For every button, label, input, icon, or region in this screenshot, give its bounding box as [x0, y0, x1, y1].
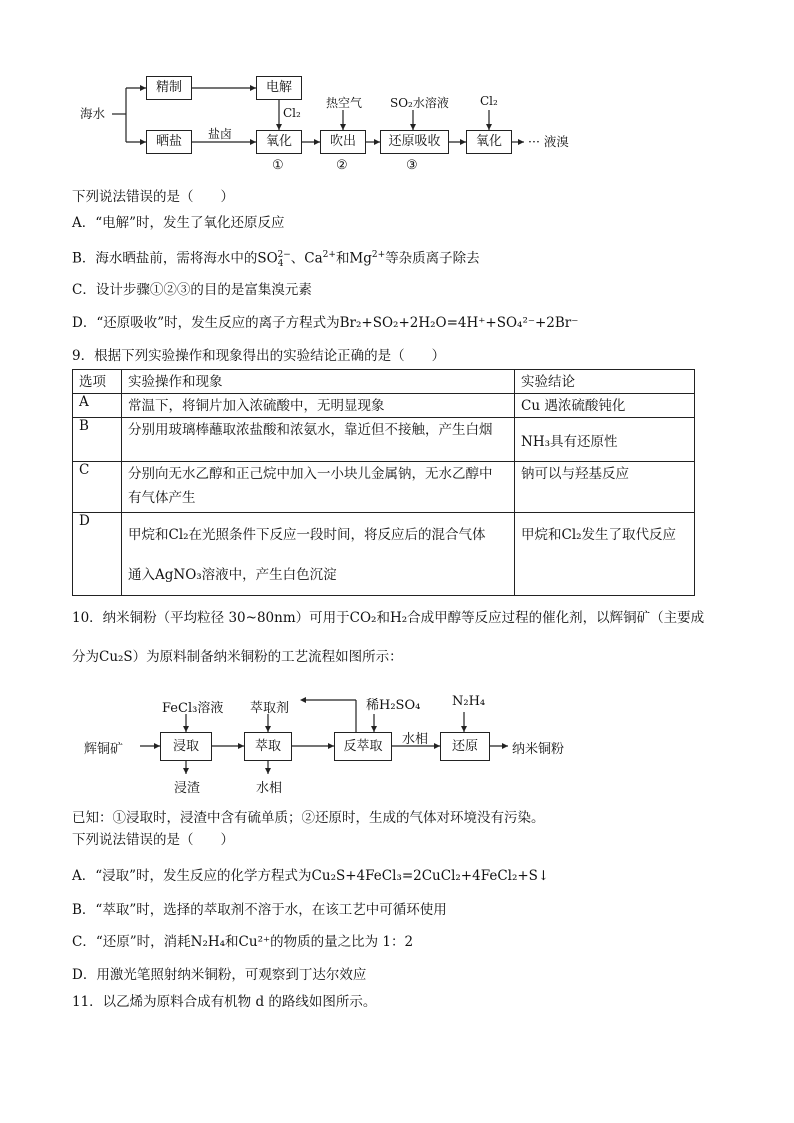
q10-stem-line1: 10．纳米铜粉（平均粒径 30~80nm）可用于CO₂和H₂合成甲醇等反应过程的催化剂，以辉铜矿（主要成 — [72, 610, 705, 626]
row-b-conclusion: NH₃具有还原性 — [515, 418, 695, 462]
row-b-operation: 分别用玻璃棒蘸取浓盐酸和浓氨水，靠近但不接触，产生白烟 — [122, 418, 515, 462]
row-a-conclusion: Cu 遇浓硫酸钝化 — [515, 394, 695, 418]
electrolysis-label: 电解 — [265, 80, 292, 95]
q8-prompt: 下列说法错误的是（ ） — [72, 189, 234, 205]
residue-label: 浸渣 — [174, 781, 201, 796]
cl2-label-a: Cl₂ — [283, 106, 301, 120]
aqueous-phase-label-2: 水相 — [402, 732, 429, 747]
dilute-h2so4-label: 稀H₂SO₄ — [366, 698, 421, 713]
q11-stem: 11．以乙烯为原料合成有机物 d 的路线如图所示。 — [72, 994, 377, 1010]
row-d-conclusion: 甲烷和Cl₂发生了取代反应 — [515, 513, 695, 596]
q8-option-b-sup: 2− — [277, 250, 291, 260]
step-marker-1: ① — [272, 158, 284, 173]
ore-label: 辉铜矿 — [84, 742, 124, 757]
row-b-option: B — [73, 418, 122, 462]
reduce-absorb-label: 还原吸收 — [388, 134, 441, 149]
q8-option-c: C．设计步骤①②③的目的是富集溴元素 — [72, 282, 312, 298]
leach-box — [160, 732, 212, 761]
reduce-box — [440, 732, 490, 761]
row-c-option: C — [73, 462, 122, 513]
q8-option-d: D．“还原吸收”时，发生反应的离子方程式为Br₂+SO₂+2H₂O=4H⁺+SO₄²⁻+2Br⁻ — [72, 315, 579, 331]
q10-known: 已知：①浸取时，浸渣中含有硫单质；②还原时，生成的气体对环境没有污染。 — [72, 810, 545, 826]
q10-option-d: D．用激光笔照射纳米铜粉，可观察到丁达尔效应 — [72, 967, 367, 983]
row-d-operation: 甲烷和Cl₂在光照条件下反应一段时间，将反应后的混合气体 — [128, 527, 486, 543]
q8-option-b-sup3: 2+ — [371, 250, 386, 260]
extractant-label: 萃取剂 — [250, 701, 290, 716]
extract-box — [244, 732, 292, 761]
row-d-operation-2: 通入AgNO₃溶液中，产生白色沉淀 — [128, 567, 337, 583]
brine-label: 盐卤 — [208, 127, 233, 141]
step-marker-2: ② — [336, 158, 348, 173]
q8-option-a: A．“电解”时，发生了氧化还原反应 — [72, 215, 285, 231]
oxidize2-label: 氧化 — [475, 134, 502, 149]
sun-salt-label: 晒盐 — [155, 134, 182, 149]
step-marker-3: ③ — [406, 158, 418, 173]
row-c-operation: 分别向无水乙醇和正己烷中加入一小块儿金属钠，无水乙醇中 — [128, 466, 493, 482]
extract-label: 萃取 — [254, 739, 281, 754]
q10-option-a: A．“浸取”时，发生反应的化学方程式为Cu₂S+4FeCl₃=2CuCl₂+4FeCl₂+S↓ — [72, 868, 550, 884]
hot-air-label: 热空气 — [326, 96, 363, 110]
liquid-bromine-label: ··· 液溴 — [528, 134, 569, 149]
back-extract-label: 反萃取 — [343, 739, 383, 754]
q8-option-b-suffix: 等杂质离子除去 — [385, 250, 480, 267]
q8-option-b-sup2: 2+ — [322, 250, 336, 260]
table-header-operation: 实验操作和现象 — [122, 370, 515, 394]
q10-option-b: B．“萃取”时，选择的萃取剂不溶于水，在该工艺中可循环使用 — [72, 902, 447, 918]
row-c-operation-2: 有气体产生 — [128, 490, 196, 506]
oxidize1-label: 氧化 — [265, 134, 292, 149]
seawater-label: 海水 — [80, 106, 106, 121]
row-c-conclusion: 钠可以与羟基反应 — [515, 462, 695, 513]
blow-label: 吹出 — [329, 134, 356, 149]
q8-option-b-mid: 、Ca — [290, 250, 323, 267]
q8-option-b-prefix: B．海水晒盐前，需将海水中的SO — [72, 250, 278, 267]
q9-stem: 9．根据下列实验操作和现象得出的实验结论正确的是（ ） — [72, 348, 446, 364]
q10-stem-line2: 分为Cu₂S）为原料制备纳米铜粉的工艺流程如图所示： — [72, 649, 403, 665]
n2h4-label: N₂H₄ — [452, 694, 486, 709]
q10-prompt: 下列说法错误的是（ ） — [72, 832, 234, 848]
row-a-option: A — [73, 394, 122, 418]
q8-option-b-mid2: 和Mg — [335, 250, 372, 267]
back-extract-box — [334, 732, 392, 761]
q10-option-c: C．“还原”时，消耗N₂H₄和Cu²⁺的物质的量之比为 1：2 — [72, 934, 414, 950]
row-a-operation: 常温下，将铜片加入浓硫酸中，无明显现象 — [122, 394, 515, 418]
leach-label: 浸取 — [172, 739, 199, 754]
so2-solution-label: SO₂水溶液 — [390, 96, 449, 110]
table-header-conclusion: 实验结论 — [515, 370, 695, 394]
fecl3-solution-label: FeCl₃溶液 — [162, 701, 224, 716]
row-d-option: D — [73, 513, 122, 596]
refine-label: 精制 — [155, 80, 182, 95]
nano-copper-label: 纳米铜粉 — [512, 742, 565, 757]
reduce-label: 还原 — [451, 739, 478, 754]
table-header-option: 选项 — [73, 370, 122, 394]
q8-option-b-sub: 4 — [277, 259, 284, 270]
aqueous-phase-label-1: 水相 — [256, 781, 283, 796]
cl2-label-b: Cl₂ — [480, 94, 498, 108]
